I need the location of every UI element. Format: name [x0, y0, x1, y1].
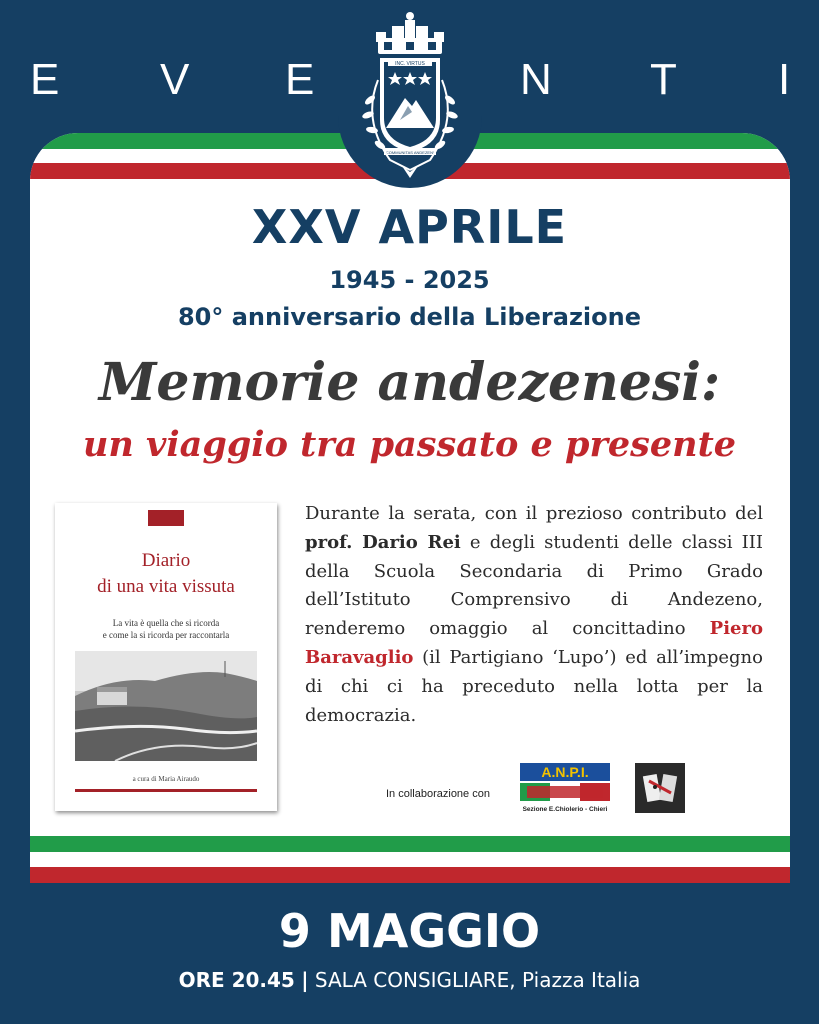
description-text: (il Partigiano ‘Lupo’) ed all’impegno di chi ci ha preceduto nella lotta per la democrazia.: [305, 646, 763, 726]
bottom-stripe-red: [30, 867, 790, 883]
crest-motto-bottom: COMMUNITAS ANDEZENI: [385, 150, 435, 155]
bottom-stripe-green: [30, 836, 790, 852]
book-bottom-bar: [75, 789, 257, 792]
book-title-line1: Diario: [141, 550, 191, 571]
main-title: XXV APRILE: [251, 200, 568, 254]
partner-logo-icon: [635, 763, 685, 813]
anpi-section: Sezione E.Chiolerio - Chieri: [522, 806, 608, 813]
eventi-letter: V: [160, 55, 190, 104]
bottom-stripe-white: [30, 852, 790, 867]
info-separator: |: [301, 968, 309, 992]
event-place: SALA CONSIGLIARE, Piazza Italia: [314, 968, 641, 992]
event-time: ORE 20.45: [178, 968, 295, 992]
eventi-letter: E: [285, 55, 315, 104]
collaboration-label: In collaborazione con: [386, 788, 490, 800]
description-text: Durante la serata, con il prezioso contributo del: [305, 503, 763, 524]
anpi-name: A.N.P.I.: [541, 764, 589, 780]
municipal-crest-icon: [350, 10, 470, 185]
event-subtitle: un viaggio tra passato e presente: [82, 424, 737, 465]
years-range: 1945 - 2025: [329, 266, 490, 294]
crest-motto-top: INC. VIRTUS: [395, 61, 425, 67]
anpi-logo: [519, 762, 611, 814]
book-editor: a cura di Maria Airaudo: [132, 775, 200, 783]
anniversary-subtitle: 80° anniversario della Liberazione: [177, 303, 641, 331]
description-text: e degli studenti delle classi III della Scuola Secondaria di Primo Grado dell’Istituto Comprensivo di Andezeno, renderemo omaggio al concittadino: [305, 531, 763, 640]
book-tagline-line1: La vita è quella che si ricorda: [112, 618, 220, 628]
eventi-letter: T: [650, 55, 677, 104]
event-title: Memorie andezenesi:: [98, 352, 721, 413]
book-photo: [75, 651, 257, 761]
eventi-letter: N: [520, 55, 552, 104]
honoree-name: Piero Baravaglio: [305, 618, 763, 668]
event-date: 9 MAGGIO: [278, 904, 541, 958]
eventi-letter: E: [30, 55, 60, 104]
eventi-letter: I: [778, 55, 791, 104]
book-title-line2: di una vita vissuta: [97, 576, 235, 597]
book-cover: [55, 503, 277, 811]
book-marker: [148, 510, 184, 526]
event-time-place: [0, 968, 819, 992]
event-description: [305, 500, 763, 730]
speaker-name: prof. Dario Rei: [305, 531, 461, 553]
book-tagline-line2: e come la si ricorda per raccontarla: [102, 630, 230, 640]
